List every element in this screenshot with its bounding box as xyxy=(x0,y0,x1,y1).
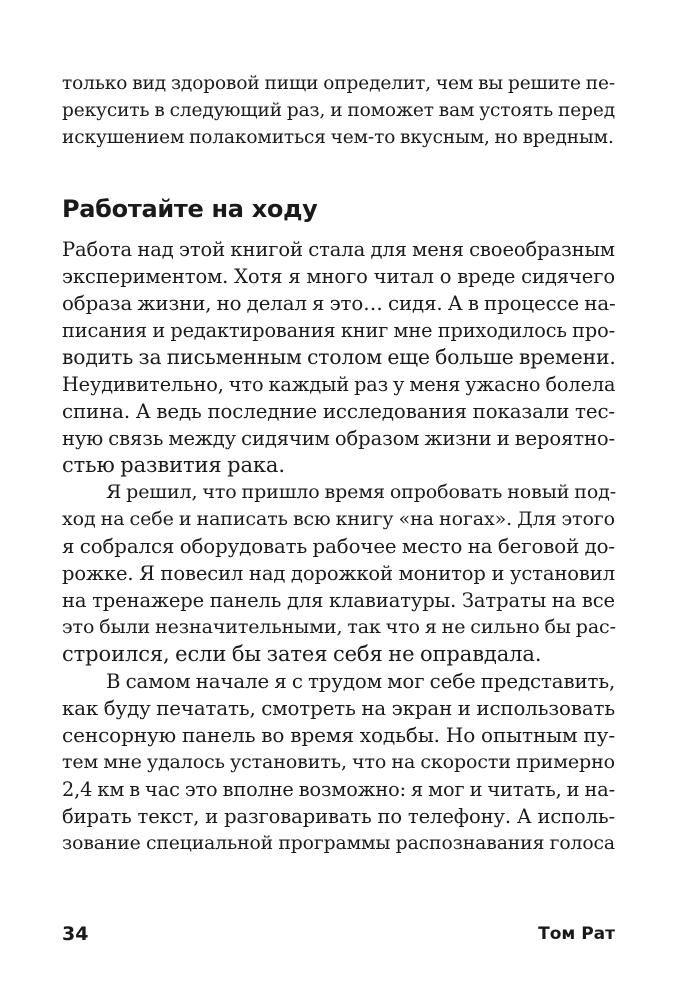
paragraph3-line-5: 2,4 км в час это вполне возможно: я мог и читать, и на- xyxy=(62,778,615,801)
paragraph1-line-3: образа жизни, но делал я это… сидя. А в процессе на- xyxy=(62,292,616,315)
paragraph1-line-2: экспериментом. Хотя я много читал о вреде сидячего xyxy=(62,265,615,288)
intro-line-2: рекусить в следующий раз, и поможет вам устоять перед xyxy=(62,100,615,121)
paragraph1-line-6: Неудивительно, что каждый раз у меня ужасно болела xyxy=(62,373,616,396)
paragraph1-line-4: писания и редактирования книг мне приходилось про- xyxy=(62,319,615,342)
paragraph2-line-5: на тренажере панель для клавиатуры. Затраты на все xyxy=(62,589,615,612)
paragraph3-line-1: В самом начале я с трудом мог себе представить, xyxy=(106,670,616,693)
paragraph2-line-7: строился, если бы затея себя не оправдала. xyxy=(62,642,542,666)
intro-line-1: только вид здоровой пищи определит, чем вы решите пе- xyxy=(62,73,615,94)
paragraph3-line-7: зование специальной программы распознавания голоса xyxy=(62,833,615,854)
running-footer-author: Том Рат xyxy=(538,924,615,944)
intro-line-3: искушением полакомиться чем-то вкусным, но вредным. xyxy=(62,127,614,148)
paragraph1-line-7: спина. А ведь последние исследования показали тес- xyxy=(62,400,615,423)
paragraph2-line-1: Я решил, что пришло время опробовать новый под- xyxy=(106,481,617,503)
paragraph3-line-3: сенсорную панель во время ходьбы. Но опытным пу- xyxy=(62,723,615,747)
page-number: 34 xyxy=(62,923,89,945)
paragraph1-line-5: водить за письменным столом еще больше времени. xyxy=(62,345,616,369)
paragraph2-line-2: ход на себе и написать всю книгу «на ногах». Для этого xyxy=(62,508,615,530)
paragraph2-line-3: я собрался оборудовать рабочее место на беговой до- xyxy=(62,535,615,558)
paragraph3-line-4: тем мне удалось установить, что на скорости примерно xyxy=(62,751,615,773)
section-heading: Работайте на ходу xyxy=(62,195,318,223)
paragraph1-line-8: ную связь между сидячим образом жизни и вероятно- xyxy=(62,427,615,450)
paragraph1-line-9: стью развития рака. xyxy=(62,453,285,477)
paragraph1-line-1: Работа над этой книгой стала для меня своеобразным xyxy=(62,238,615,261)
paragraph3-line-2: как буду печатать, смотреть на экран и использовать xyxy=(62,697,615,720)
paragraph2-line-6: это были незначительными, так что я не сильно бы рас- xyxy=(62,616,616,638)
paragraph3-line-6: бирать текст, и разговаривать по телефону. А исполь- xyxy=(62,805,615,828)
paragraph2-line-4: рожке. Я повесил над дорожкой монитор и установил xyxy=(62,562,615,585)
